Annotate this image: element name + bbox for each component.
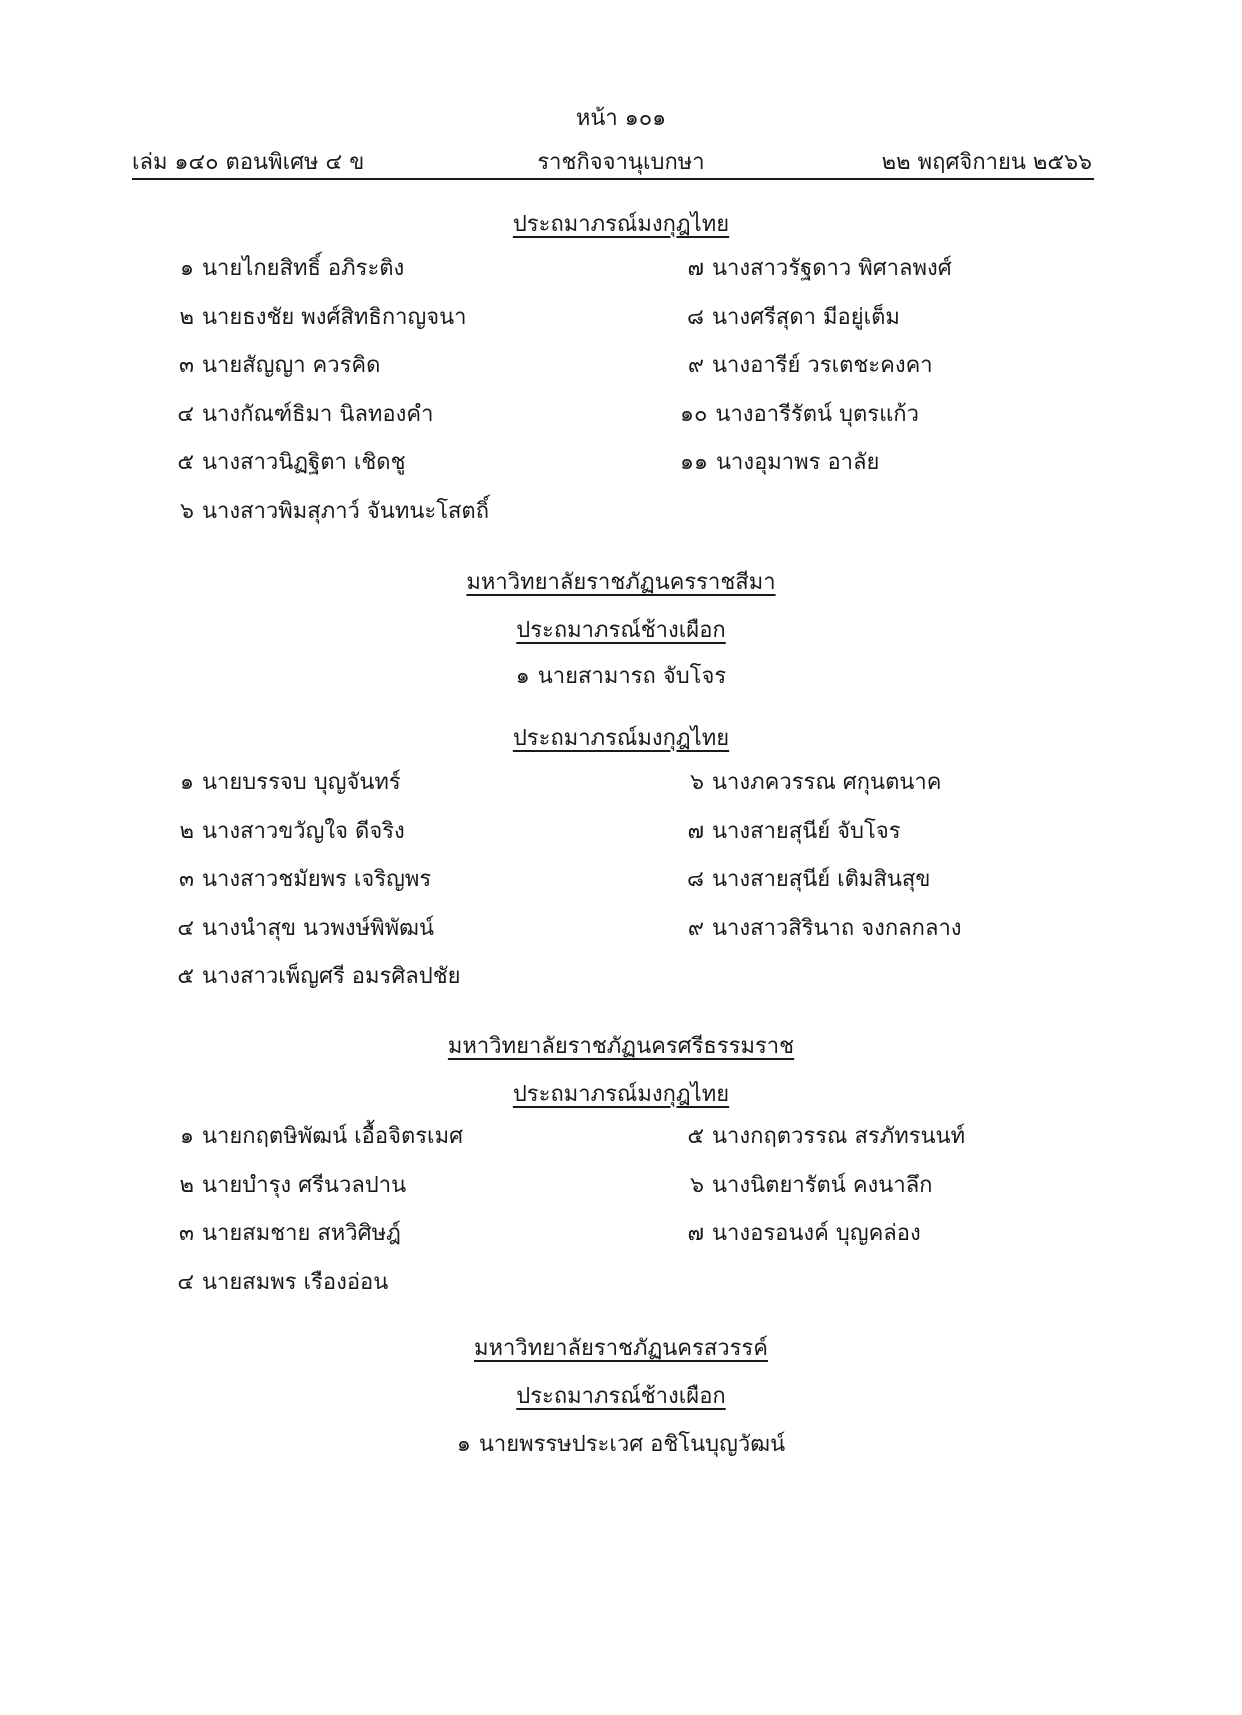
list-item: ๓ นายสัญญา ควรคิด bbox=[178, 353, 381, 378]
name-list-right bbox=[680, 768, 962, 962]
list-item: ๑ นายไกยสิทธิ์ อภิระติง bbox=[180, 256, 405, 281]
list-item: ๘ นางศรีสุดา มีอยู่เต็ม bbox=[687, 304, 900, 330]
list-item: ๖ นางนิตยารัตน์ คงนาลึก bbox=[690, 1172, 933, 1198]
list-item: ๕ นางสาวเพ็ญศรี อมรศิลปชัย bbox=[177, 964, 461, 989]
publication-date: ๒๒ พฤศจิกายน ๒๕๖๖ bbox=[881, 150, 1092, 175]
list-item: ๑๐ นางอารีรัตน์ บุตรแก้ว bbox=[680, 401, 919, 427]
university-heading: มหาวิทยาลัยราชภัฏนครสวรรค์ bbox=[474, 1336, 768, 1361]
list-item: ๒ นายธงชัย พงศ์สิทธิกาญจนา bbox=[179, 304, 467, 330]
list-item: ๒ นางสาวขวัญใจ ดีจริง bbox=[179, 818, 405, 844]
list-item: ๑ นายบรรจบ บุญจันทร์ bbox=[180, 770, 401, 795]
name-list-left bbox=[170, 768, 461, 1011]
name-list-left bbox=[170, 254, 489, 545]
name-list-right bbox=[680, 1122, 965, 1268]
award-heading: ประถมาภรณ์มงกุฎไทย bbox=[512, 1082, 730, 1107]
name-list-left bbox=[170, 1122, 463, 1316]
list-item: ๑ นายกฤตษิพัฒน์ เอื้อจิตรเมศ bbox=[180, 1124, 464, 1149]
list-item: ๔ นางกัณฑ์ธิมา นิลทองคำ bbox=[177, 401, 434, 427]
award-heading: ประถมาภรณ์ช้างเผือก bbox=[516, 1384, 726, 1409]
list-item: ๗ นางอรอนงค์ บุญคล่อง bbox=[687, 1221, 921, 1246]
award-heading: ประถมาภรณ์มงกุฎไทย bbox=[512, 212, 730, 237]
list-item: ๑๑ นางอุมาพร อาลัย bbox=[680, 450, 880, 475]
list-item: ๓ นายสมชาย สหวิศิษฎ์ bbox=[178, 1221, 401, 1246]
award-heading: ประถมาภรณ์มงกุฎไทย bbox=[512, 726, 730, 751]
list-item: ๒ นายบำรุง ศรีนวลปาน bbox=[179, 1172, 407, 1198]
gazette-title: ราชกิจจานุเบกษา bbox=[537, 150, 705, 175]
list-item: ๖ นางภควรรณ ศกุนตนาค bbox=[690, 770, 942, 795]
list-item: ๕ นางกฤตวรรณ สรภัทรนนท์ bbox=[687, 1124, 966, 1149]
list-item: ๙ นางสาวสิรินาถ จงกลกลาง bbox=[687, 915, 962, 941]
header-divider bbox=[132, 178, 1094, 180]
list-item: ๓ นางสาวชมัยพร เจริญพร bbox=[178, 867, 432, 892]
list-item: ๗ นางสาวรัฐดาว พิศาลพงศ์ bbox=[687, 256, 952, 281]
list-item: ๖ นางสาวพิมสุภาว์ จันทนะโสตถิ์ bbox=[180, 498, 490, 524]
list-item: ๗ นางสายสุนีย์ จับโจร bbox=[687, 818, 901, 844]
name-list-right bbox=[680, 254, 952, 497]
list-item: ๔ นายสมพร เรืองอ่อน bbox=[177, 1269, 389, 1295]
list-item: ๔ นางนำสุข นวพงษ์พิพัฒน์ bbox=[177, 915, 435, 941]
single-name-item: ๑ นายพรรษประเวศ อชิโนบุญวัฒน์ bbox=[456, 1432, 786, 1457]
university-heading: มหาวิทยาลัยราชภัฏนครศรีธรรมราช bbox=[447, 1034, 795, 1059]
award-heading: ประถมาภรณ์ช้างเผือก bbox=[516, 618, 726, 643]
volume-label: เล่ม ๑๔๐ ตอนพิเศษ ๔ ข bbox=[132, 150, 365, 175]
university-heading: มหาวิทยาลัยราชภัฏนครราชสีมา bbox=[466, 570, 776, 595]
list-item: ๘ นางสายสุนีย์ เติมสินสุข bbox=[687, 867, 931, 892]
page-number: หน้า ๑๐๑ bbox=[575, 106, 667, 131]
list-item: ๙ นางอารีย์ วรเตชะคงคา bbox=[687, 353, 933, 378]
list-item: ๕ นางสาวนิฏฐิตา เชิดชู bbox=[177, 450, 406, 475]
single-name-item: ๑ นายสามารถ จับโจร bbox=[515, 664, 727, 689]
